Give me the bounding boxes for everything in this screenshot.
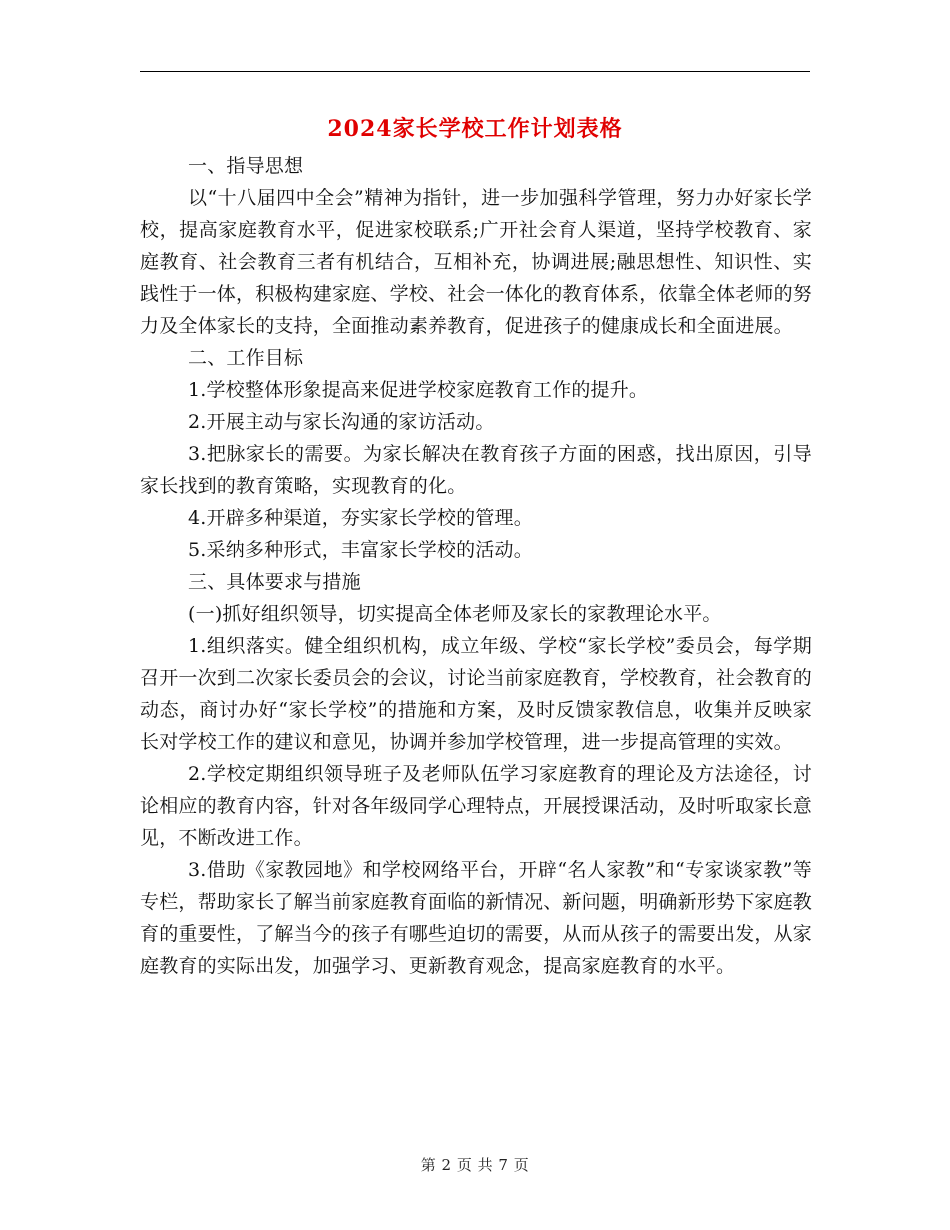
- subsection-heading: (一)抓好组织领导，切实提高全体老师及家长的家教理论水平。: [188, 603, 722, 625]
- goal-item: 3.把脉家长的需要。为家长解决在教育孩子方面的困惑，找出原因，引导家长找到的教育策略，实现教育的化。: [140, 443, 812, 497]
- document-body: [140, 150, 812, 982]
- page-number-footer: 第 2 页 共 7 页: [420, 1156, 530, 1174]
- header-rule: [140, 71, 810, 72]
- document-title: 2024家长学校工作计划表格: [327, 116, 623, 142]
- goal-item: 4.开辟多种渠道，夯实家长学校的管理。: [188, 507, 533, 529]
- section-heading-guiding-ideology: 一、指导思想: [188, 155, 304, 177]
- section-heading-work-goals: 二、工作目标: [188, 347, 304, 369]
- requirement-item: 2.学校定期组织领导班子及老师队伍学习家庭教育的理论及方法途径，讨论相应的教育内容，针对各年级同学心理特点，开展授课活动，及时听取家长意见，不断改进工作。: [140, 763, 813, 849]
- goal-item: 5.采纳多种形式，丰富家长学校的活动。: [188, 539, 533, 561]
- requirement-item: 1.组织落实。健全组织机构，成立年级、学校“家长学校”委员会，每学期召开一次到二次家长委员会的会议，讨论当前家庭教育，学校教育，社会教育的动态，商讨办好“家长学校”的措施和方案，及时反馈家教信息，收集并反映家长对学校工作的建议和意见，协调并参加学校管理，进一步提高管理的实效。: [140, 635, 813, 753]
- goal-item: 2.开展主动与家长沟通的家访活动。: [188, 411, 495, 433]
- section-heading-requirements: 三、具体要求与措施: [188, 571, 361, 593]
- paragraph-guiding-ideology: 以“十八届四中全会”精神为指针，进一步加强科学管理，努力办好家长学校，提高家庭教育水平，促进家校联系;广开社会育人渠道，坚持学校教育、家庭教育、社会教育三者有机结合，互相补充，协调进展;融思想性、知识性、实践性于一体，积极构建家庭、学校、社会一体化的教育体系，依靠全体老师的努力及全体家长的支持，全面推动素养教育，促进孩子的健康成长和全面进展。: [140, 187, 813, 337]
- goal-item: 1.学校整体形象提高来促进学校家庭教育工作的提升。: [188, 379, 649, 401]
- requirement-item: 3.借助《家教园地》和学校网络平台，开辟“名人家教”和“专家谈家教”等专栏，帮助家长了解当前家庭教育面临的新情况、新问题，明确新形势下家庭教育的重要性，了解当今的孩子有哪些迫切的需要，从而从孩子的需要出发，从家庭教育的实际出发，加强学习、更新教育观念，提高家庭教育的水平。: [140, 859, 813, 977]
